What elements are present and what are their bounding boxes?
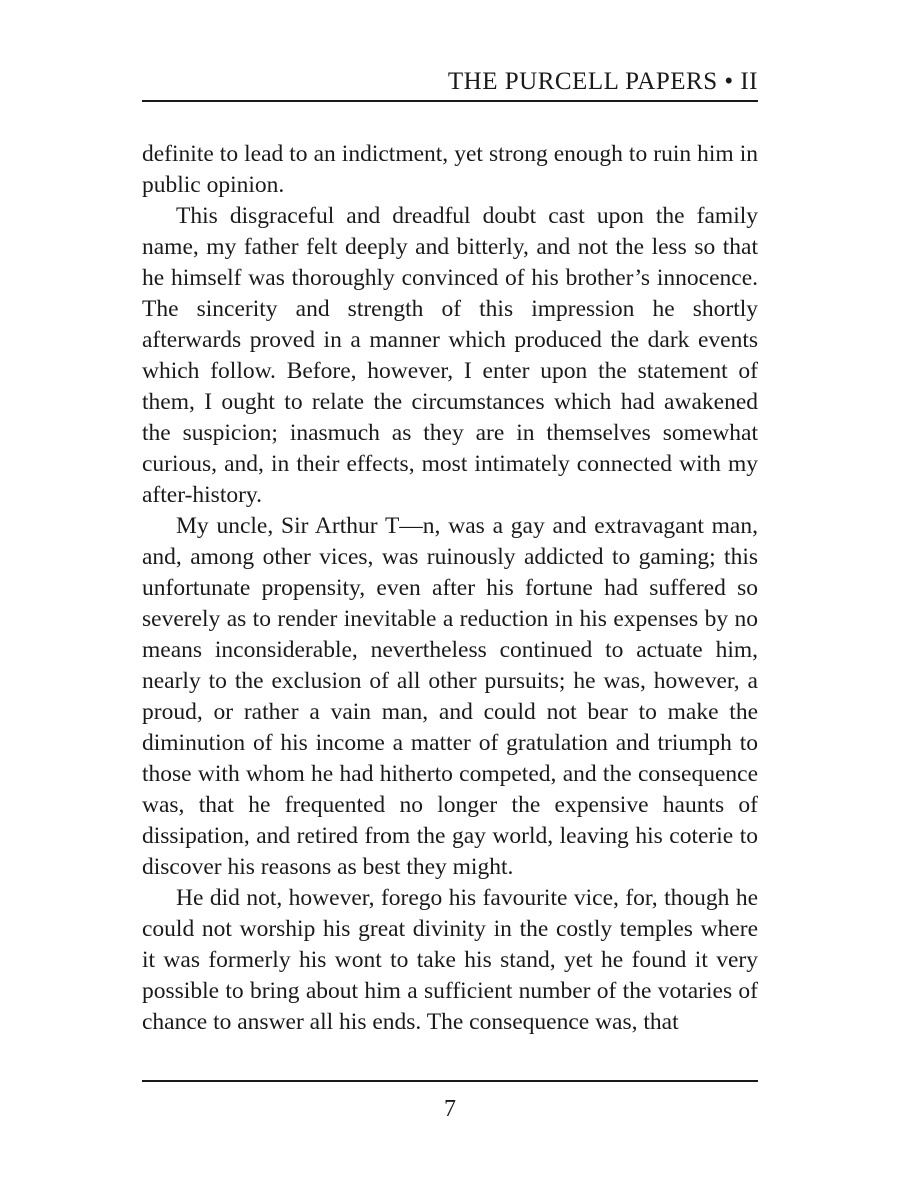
paragraph-family-name: This disgraceful and dreadful doubt cast upon the family name, my father felt deeply and bitterly, and not the less so that he himself was thoroughly convinced of his brother’s innocence. The sincerity and strength of this impression he shortly afterwards proved in a manner which produced the dark events which follow. Before, however, I enter upon the statement of them, I ought to relate the circumstances which had awakened the suspicion; inasmuch as they are in themselves somewhat curious, and, in their effects, most intimately connected with my after-history. — [142, 203, 758, 508]
running-header: THE PURCELL PAPERS • II — [447, 68, 758, 95]
paragraph-continued: definite to lead to an indictment, yet strong enough to ruin him in public opinion. — [142, 141, 758, 198]
footer-rule — [142, 1080, 758, 1082]
page-number: 7 — [444, 1096, 456, 1122]
header-rule — [142, 100, 758, 102]
paragraph-uncle: My uncle, Sir Arthur T—n, was a gay and extravagant man, and, among other vices, was ruinously addicted to gaming; this unfortunate propensity, even after his fortune had suffered so severely as to render inevitable a reduction in his expenses by no means inconsiderable, nevertheless continued to actuate him, nearly to the exclusion of all other pursuits; he was, however, a proud, or rather a vain man, and could not bear to make the diminution of his income a matter of gratulation and triumph to those with whom he had hitherto competed, and the consequence was, that he frequented no longer the expensive haunts of dissipation, and retired from the gay world, leaving his coterie to discover his reasons as best they might. — [142, 513, 758, 880]
body-text — [142, 139, 758, 1038]
paragraph-favourite-vice: He did not, however, forego his favourite vice, for, though he could not worship his great divinity in the costly temples where it was formerly his wont to take his stand, yet he found it very possible to bring about him a sufficient number of the votaries of chance to answer all his ends. The consequence was, that — [142, 885, 758, 1035]
